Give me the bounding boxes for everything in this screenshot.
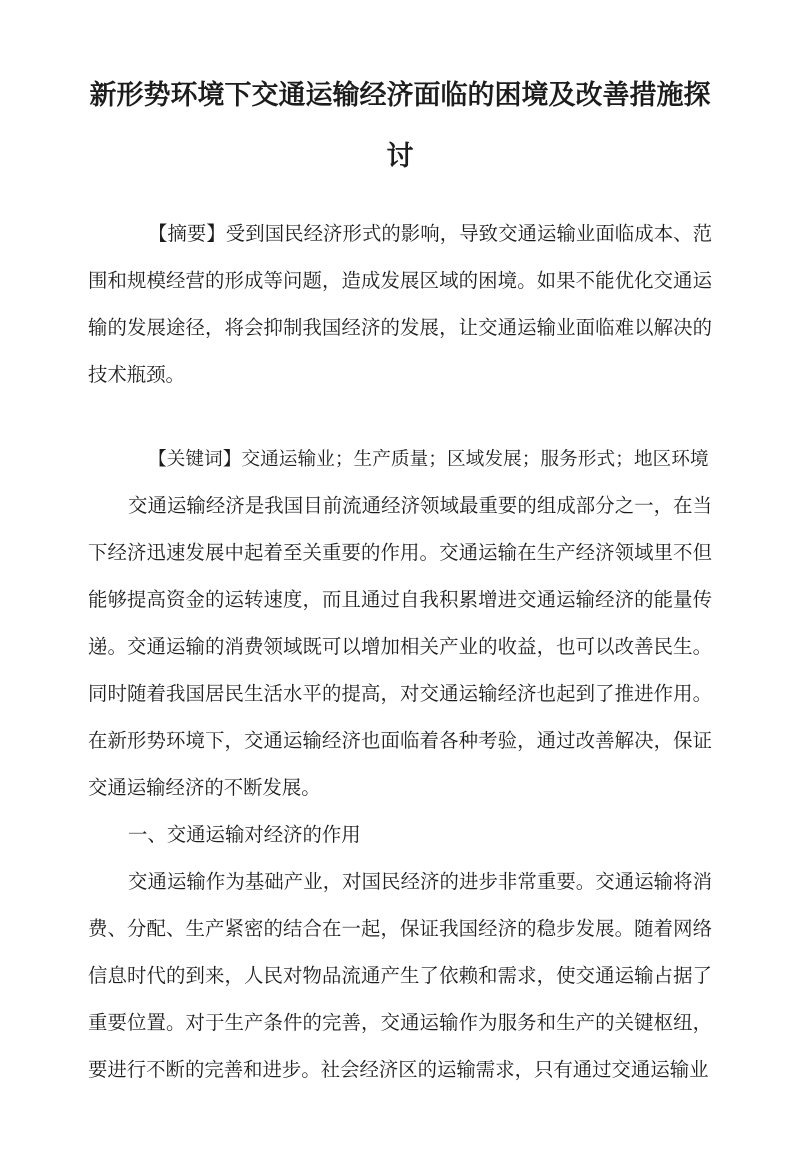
abstract-paragraph: 【摘要】受到国民经济形式的影响，导致交通运输业面临成本、范围和规模经营的形成等问题，造成发展区域的困境。如果不能优化交通运输的发展途径，将会抑制我国经济的发展，让交通运输业面临难以解决的技术瓶颈。 <box>88 224 712 386</box>
keywords-line: 【关键词】交通运输业；生产质量；区域发展；服务形式；地区环境 <box>148 449 709 470</box>
intro-paragraph: 交通运输经济是我国目前流通经济领域最重要的组成部分之一，在当下经济迅速发展中起着至关重要的作用。交通运输在生产经济领域里不但能够提高资金的运转速度，而且通过自我积累增进交通运输经济的能量传递。交通运输的消费领域既可以增加相关产业的收益，也可以改善民生。同时随着我国居民生活水平的提高，对交通运输经济也起到了推进作用。在新形势环境下，交通运输经济也面临着各种考验，通过改善解决，保证交通运输经济的不断发展。 <box>88 496 712 799</box>
document-title: 新形势环境下交通运输经济面临的困境及改善措施探讨 <box>89 80 711 171</box>
section-1-heading: 一、交通运输对经济的作用 <box>128 825 361 846</box>
section-1-paragraph: 交通运输作为基础产业，对国民经济的进步非常重要。交通运输将消费、分配、生产紧密的结合在一起，保证我国经济的稳步发展。随着网络信息时代的到来，人民对物品流通产生了依赖和需求，使交通运输占据了重要位置。对于生产条件的完善，交通运输作为服务和生产的关键枢纽，要进行不断的完善和进步。社会经济区的运输需求，只有通过交通运输业 <box>88 872 712 1081</box>
